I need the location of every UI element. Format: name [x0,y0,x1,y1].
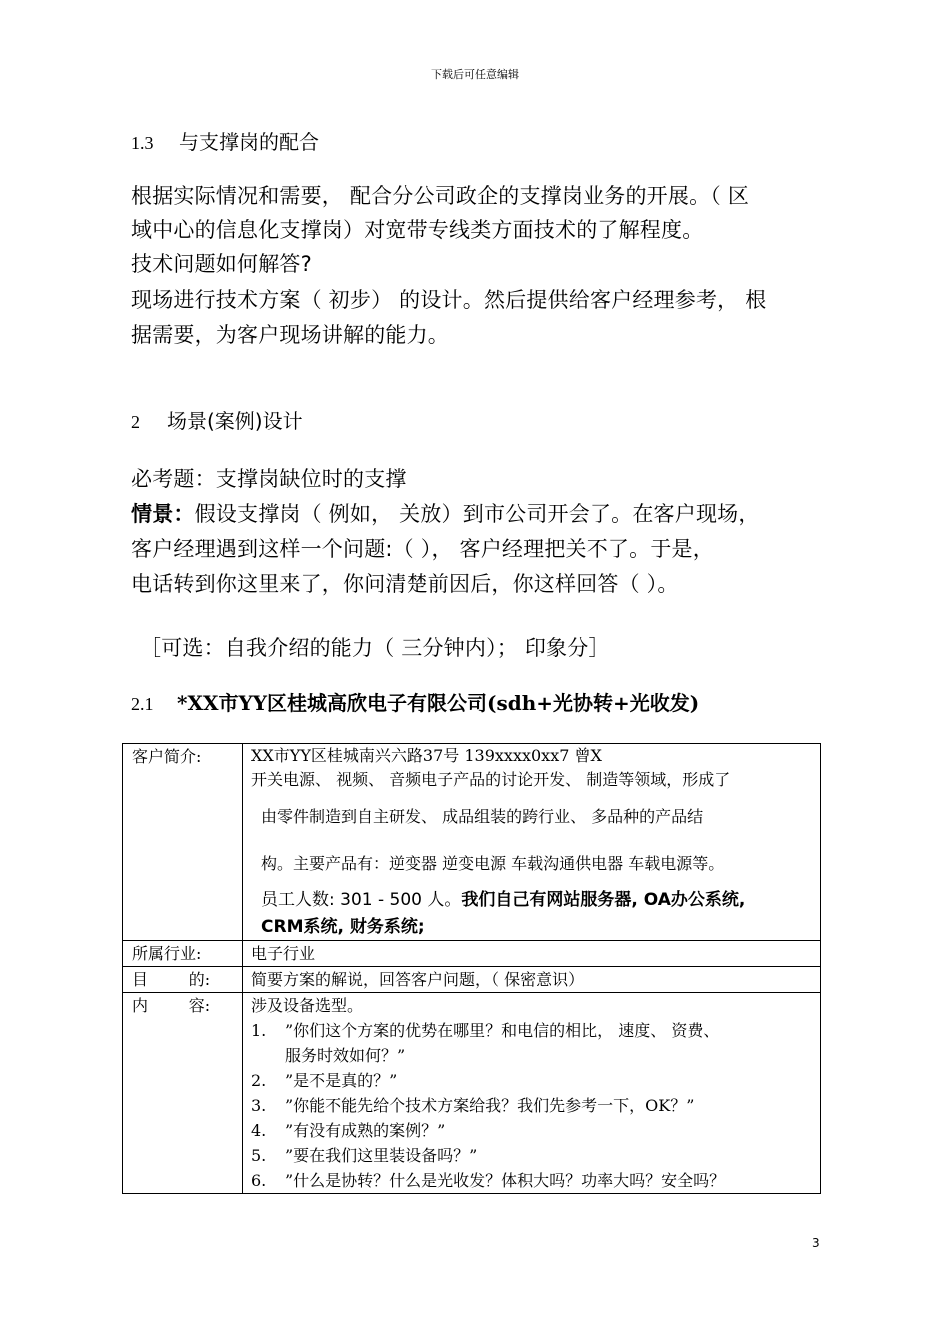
list-item [251,1068,812,1093]
row-value [243,993,821,1194]
table-row [123,967,821,993]
systems-text-cont: CRM系统, 财务系统; [261,917,425,937]
item-text: ”你能不能先给个技术方案给我？我们先参考一下，OK？” [285,1096,695,1115]
page-number: 3 [812,1236,820,1250]
paragraph-line: 域中心的信息化支撑岗）对宽带专线类方面技术的了解程度。 [131,218,704,242]
list-item [251,1143,812,1168]
item-number: 3. [251,1096,267,1115]
staff-count: 员工人数: 301 - 500 人。 [261,890,462,910]
section-title: 场景(案例)设计 [167,409,303,433]
row-label: 所属行业: [123,941,243,967]
scenario-label: 情景： [131,502,195,526]
list-item [251,1168,812,1193]
section-title: *XX市YY区桂城高欣电子有限公司(sdh+光协转+光收发) [177,691,700,715]
staff-line [251,886,812,914]
item-text: ”你们这个方案的优势在哪里？和电信的相比， 速度、 资费、 [285,1021,720,1040]
client-address: XX市YY区桂城南兴六路37号 139xxxx0xx7 曾X [251,746,602,765]
item-text: ”有没有成熟的案例？” [285,1121,446,1140]
row-value: 电子行业 [243,941,821,967]
client-desc-line: 开关电源、 视频、 音频电子产品的讨论开发、 制造等领域，形成了 [251,770,731,789]
page-header: 下载后可任意编辑 [431,68,519,81]
table-row [123,993,821,1194]
scenario-text: 假设支撑岗（ 例如， 关放）到市公司开会了。在客户现场， [194,502,760,526]
section-1-3-heading [131,126,319,155]
table-row [123,941,821,967]
row-value: 简要方案的解说，回答客户问题，（ 保密意识） [243,967,821,993]
list-item [251,1118,812,1143]
item-number: 6. [251,1171,267,1190]
client-desc-line: 由零件制造到自主研发、 成品组装的跨行业、 多品种的产品结 [261,807,704,826]
section-2-1-heading [131,687,699,716]
row-label: 目 的: [123,967,243,993]
section-number: 2 [131,412,140,432]
systems-text: 我们自己有网站服务器, OA办公系统, [461,890,746,910]
item-number: 1. [251,1021,267,1040]
client-desc-line: 构。主要产品有：逆变器 逆变电源 车载沟通供电器 车载电源等。 [261,854,725,873]
list-item-cont: 服务时效如何？” [285,1046,406,1065]
section-number: 1.3 [131,133,154,153]
item-number: 4. [251,1121,267,1140]
row-value [243,744,821,941]
section-2-heading [131,405,303,434]
paragraph-line: 根据实际情况和需要， 配合分公司政企的支撑岗业务的开展。（ 区 [131,184,750,208]
row-label: 内 容: [123,993,243,1194]
optional-note: ［可选：自我介绍的能力（ 三分钟内）； 印象分］ [140,636,610,660]
table-row [123,744,821,941]
list-item [251,1093,812,1118]
list-item [251,1018,812,1043]
paragraph-line: 技术问题如何解答? [131,252,312,276]
scenario-line [131,498,760,528]
item-text: ”是不是真的？” [285,1071,398,1090]
scenario-line: 客户经理遇到这样一个问题:（ ）， 客户经理把关不了。于是， [131,537,714,561]
item-text: ”要在我们这里装设备吗？” [285,1146,478,1165]
row-label: 客户简介: [123,744,243,941]
paragraph-line: 据需要，为客户现场讲解的能力。 [131,323,449,347]
paragraph-line: 现场进行技术方案（ 初步） 的设计。然后提供给客户经理参考， 根 [131,288,767,312]
section-title: 与支撑岗的配合 [179,130,319,154]
item-number: 5. [251,1146,267,1165]
item-text: ”什么是协转？什么是光收发？体积大吗？功率大吗？安全吗？ [285,1171,726,1190]
scenario-line: 必考题：支撑岗缺位时的支撑 [131,467,407,491]
section-number: 2.1 [131,694,154,714]
case-info-table [122,743,821,1194]
scenario-line: 电话转到你这里来了，你问清楚前因后，你这样回答（ ）。 [131,572,679,596]
content-intro: 涉及设备选型。 [251,996,364,1015]
item-number: 2. [251,1071,267,1090]
